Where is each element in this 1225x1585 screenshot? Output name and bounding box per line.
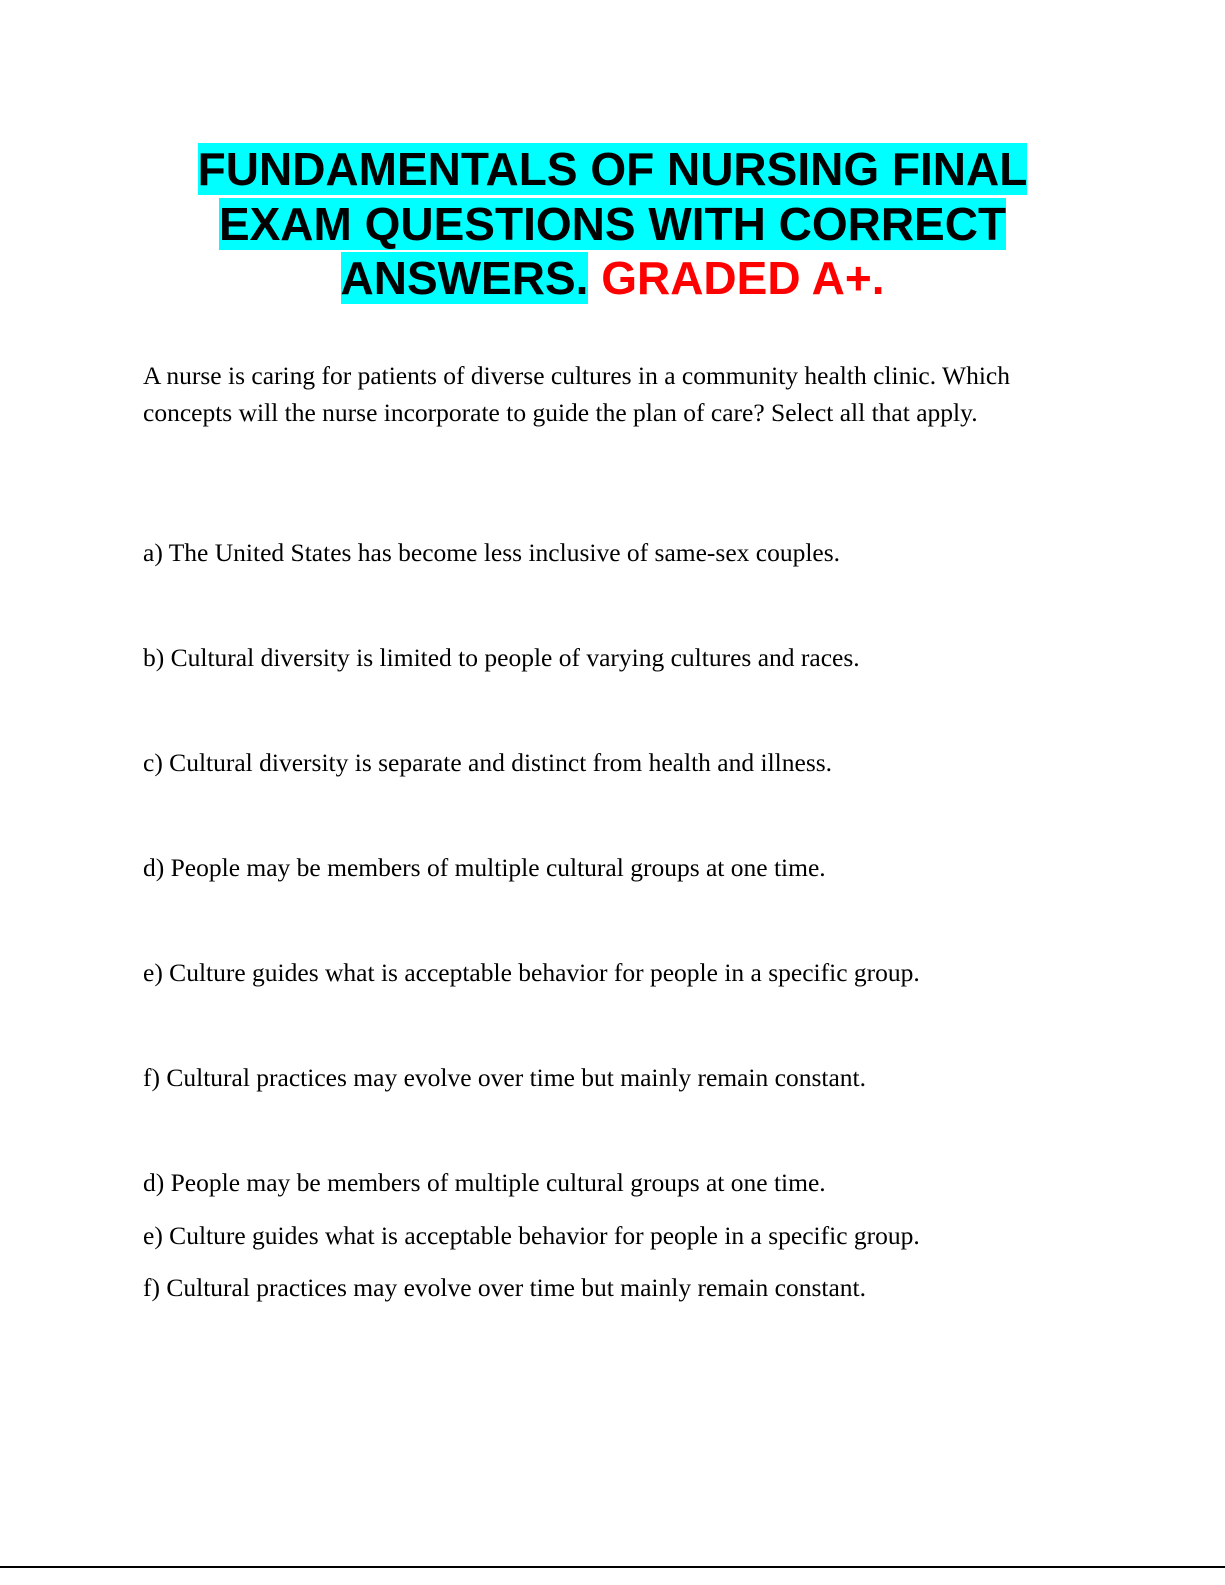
page-bottom-border: [0, 1566, 1225, 1568]
answer-e: e) Culture guides what is acceptable behavior for people in a specific group.: [143, 1221, 920, 1250]
option-c: c) Cultural diversity is separate and distinct from health and illness.: [143, 748, 833, 777]
answer-d: d) People may be members of multiple cultural groups at one time.: [143, 1168, 826, 1197]
title-line-2: EXAM QUESTIONS WITH CORRECT: [218, 197, 1007, 250]
option-b: b) Cultural diversity is limited to people of varying cultures and races.: [143, 643, 860, 672]
option-f: f) Cultural practices may evolve over time but mainly remain constant.: [143, 1063, 866, 1092]
document-title: [0, 142, 1225, 306]
option-a: a) The United States has become less inclusive of same-sex couples.: [143, 538, 841, 567]
title-line-1: FUNDAMENTALS OF NURSING FINAL: [197, 143, 1028, 195]
option-e: e) Culture guides what is acceptable behavior for people in a specific group.: [143, 958, 920, 987]
question-text: A nurse is caring for patients of diverse cultures in a community health clinic. Which concepts will the nurse incorporate to guide the plan of care? Select all that apply.: [143, 361, 1010, 427]
grade-label: GRADED A+.: [601, 252, 885, 304]
title-line-3: ANSWERS.: [340, 252, 589, 304]
answer-f: f) Cultural practices may evolve over time but mainly remain constant.: [143, 1273, 866, 1302]
option-d: d) People may be members of multiple cultural groups at one time.: [143, 853, 826, 882]
